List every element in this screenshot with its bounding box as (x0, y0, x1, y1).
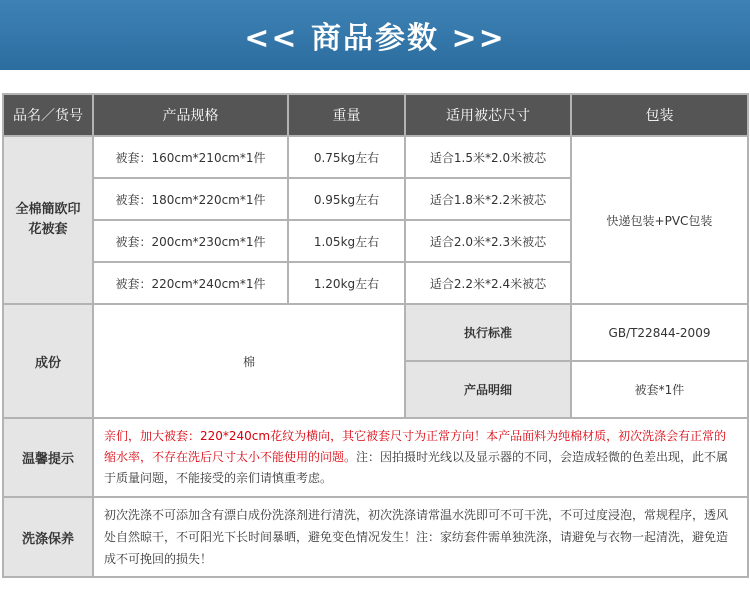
packaging-cell: 快递包装+PVC包装 (571, 136, 748, 304)
header-packaging: 包装 (571, 94, 748, 136)
fit-cell: 适合1.5米*2.0米被芯 (405, 136, 571, 178)
wash-text: 初次洗涤不可添加含有漂白成份洗涤剂进行清洗，初次洗涤请常温水洗即可不可干洗，不可过度浸泡，常规程序，透风处自然晾干，不可阳光下长时间暴晒，避免变色情况发生！注：家纺套件需单独洗涤，请避免与衣物一起清洗，避免造成不可挽回的损失！ (93, 497, 748, 577)
fit-cell: 适合1.8米*2.2米被芯 (405, 178, 571, 220)
wash-label: 洗涤保养 (3, 497, 93, 577)
standard-value: GB/T22844-2009 (571, 304, 748, 361)
standard-label: 执行标准 (405, 304, 571, 361)
tips-red-text: 亲们，加大被套：220*240cm花纹为横向，其它被套尺寸为正常方向！本产品面料为纯棉材质，初次洗涤会有正常的缩水率，不存在洗后尺寸太小不能使用的问题。 (104, 429, 727, 464)
header-row (3, 94, 748, 136)
banner (0, 0, 750, 70)
detail-value: 被套*1件 (571, 361, 748, 418)
banner-title: << 商品参数 >> (244, 21, 506, 56)
weight-cell: 1.20kg左右 (288, 262, 405, 304)
weight-cell: 0.75kg左右 (288, 136, 405, 178)
header-weight: 重量 (288, 94, 405, 136)
spec-cell: 被套：200cm*230cm*1件 (93, 220, 288, 262)
composition-value: 棉 (93, 304, 405, 418)
tips-text (93, 418, 748, 497)
product-name: 全棉簡欧印花被套 (3, 136, 93, 304)
spec-cell: 被套：160cm*210cm*1件 (93, 136, 288, 178)
header-name: 品名／货号 (3, 94, 93, 136)
spec-cell: 被套：180cm*220cm*1件 (93, 178, 288, 220)
header-spec: 产品规格 (93, 94, 288, 136)
weight-cell: 0.95kg左右 (288, 178, 405, 220)
spec-cell: 被套：220cm*240cm*1件 (93, 262, 288, 304)
header-fit: 适用被芯尺寸 (405, 94, 571, 136)
tips-rest-text: 注：因拍摄时光线以及显示器的不同，会造成轻微的色差出现，此不属于质量问题，不能接受的亲们请慎重考虑。 (104, 450, 729, 485)
fit-cell: 适合2.2米*2.4米被芯 (405, 262, 571, 304)
weight-cell: 1.05kg左右 (288, 220, 405, 262)
detail-label: 产品明细 (405, 361, 571, 418)
fit-cell: 适合2.0米*2.3米被芯 (405, 220, 571, 262)
table-row (3, 304, 748, 361)
tips-label: 温馨提示 (3, 418, 93, 497)
table-row (3, 497, 748, 577)
table-row (3, 418, 748, 497)
composition-label: 成份 (3, 304, 93, 418)
spec-table (2, 93, 749, 578)
table-row (3, 136, 748, 178)
